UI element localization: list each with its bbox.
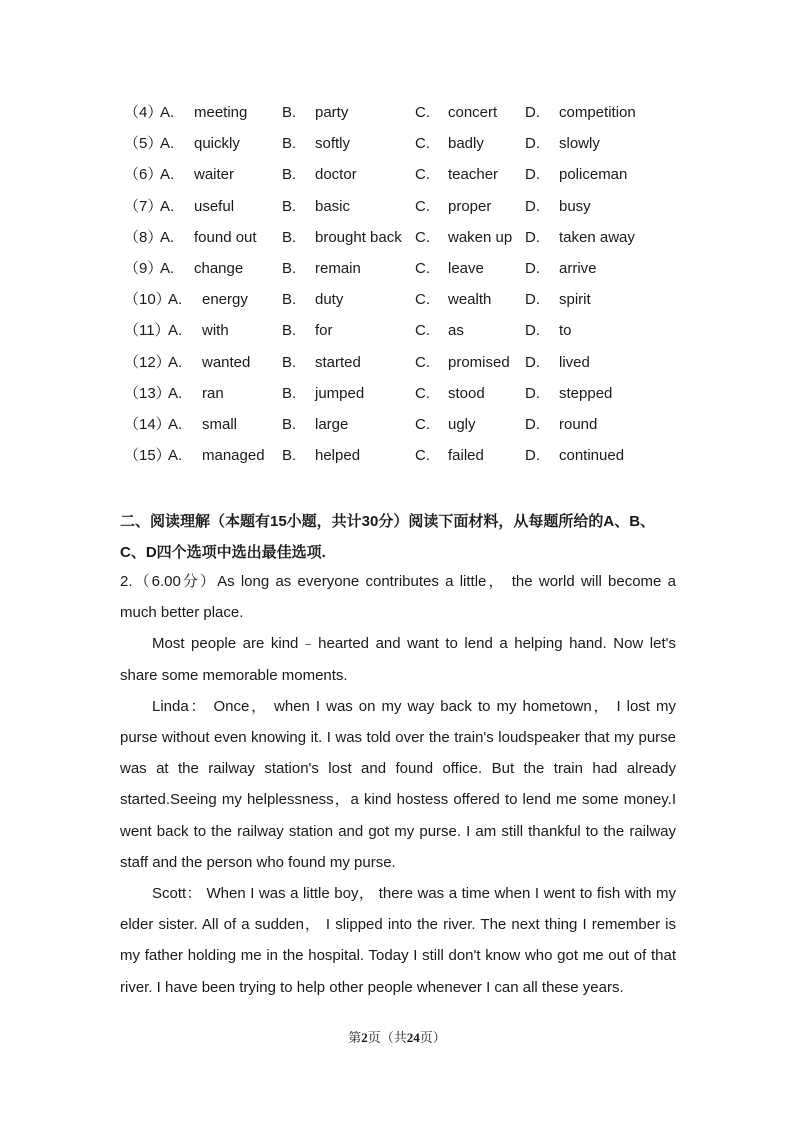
- option-a-text: ran: [202, 384, 224, 402]
- option-row: [120, 222, 680, 253]
- option-b-text: large: [315, 415, 349, 433]
- option-a-letter: A.: [168, 322, 183, 340]
- option-d-letter: D.: [525, 259, 540, 277]
- option-c-text: promised: [448, 353, 510, 371]
- option-a-letter: A.: [168, 415, 183, 433]
- option-b-letter: B.: [282, 384, 297, 402]
- option-d-letter: D.: [525, 322, 540, 340]
- option-b-text: started: [315, 353, 361, 371]
- option-b-text: doctor: [315, 166, 357, 184]
- question-number: （8）: [124, 228, 163, 246]
- option-c-text: as: [448, 322, 464, 340]
- option-d-letter: D.: [525, 447, 540, 465]
- option-a-letter: A.: [160, 104, 175, 121]
- footer-middle: 页（共: [367, 1030, 407, 1045]
- option-c-text: stood: [448, 384, 485, 402]
- answer-options-list: [120, 97, 680, 471]
- footer-suffix: 页）: [419, 1030, 446, 1045]
- option-c-text: concert: [448, 104, 498, 121]
- option-c-text: failed: [448, 447, 484, 465]
- option-d-letter: D.: [525, 228, 540, 246]
- option-d-text: lived: [559, 353, 590, 371]
- option-a-text: found out: [194, 228, 257, 246]
- option-a-letter: A.: [168, 384, 183, 402]
- option-d-letter: D.: [525, 384, 540, 402]
- option-b-text: jumped: [315, 384, 365, 402]
- option-a-text: meeting: [194, 104, 248, 121]
- option-row: [120, 284, 680, 315]
- option-b-text: remain: [315, 259, 361, 277]
- option-d-text: busy: [559, 197, 591, 215]
- reading-passage: [120, 566, 676, 1003]
- question-number: （4）: [124, 104, 163, 121]
- option-b-letter: B.: [282, 259, 297, 277]
- option-b-letter: B.: [282, 353, 297, 371]
- option-b-text: softly: [315, 135, 351, 153]
- option-row: [120, 378, 680, 409]
- option-b-text: duty: [315, 291, 344, 309]
- option-c-letter: C.: [415, 228, 430, 246]
- option-row: [120, 409, 680, 440]
- option-c-letter: C.: [415, 415, 430, 433]
- option-row: [120, 315, 680, 346]
- option-d-letter: D.: [525, 104, 540, 121]
- option-b-text: helped: [315, 447, 361, 465]
- question-number: （10）: [124, 291, 171, 309]
- option-a-text: with: [202, 322, 229, 340]
- option-a-letter: A.: [160, 135, 175, 153]
- option-d-letter: D.: [525, 415, 540, 433]
- option-b-letter: B.: [282, 228, 297, 246]
- option-c-letter: C.: [415, 384, 430, 402]
- option-c-letter: C.: [415, 197, 430, 215]
- option-a-text: quickly: [194, 135, 240, 153]
- option-b-letter: B.: [282, 291, 297, 309]
- option-c-text: ugly: [448, 415, 476, 433]
- option-d-letter: D.: [525, 197, 540, 215]
- option-d-text: competition: [559, 104, 636, 121]
- option-a-letter: A.: [160, 228, 175, 246]
- option-row: [120, 128, 680, 159]
- option-a-text: useful: [194, 197, 235, 215]
- option-c-letter: C.: [415, 166, 430, 184]
- option-a-text: small: [202, 415, 238, 433]
- option-b-letter: B.: [282, 415, 297, 433]
- option-c-text: waken up: [448, 228, 513, 246]
- option-d-text: stepped: [559, 384, 613, 402]
- option-row: [120, 159, 680, 190]
- passage-paragraph: Scott： When I was a little boy， there was a time when I went to fish with my elder sister. All of a sudden， I slipped into the river. The next thing I remember is my father holding me in the hospital. Today I still don't know who got me out of that river. I have been trying to help other people whenever I can all these years.: [120, 885, 676, 996]
- option-c-text: teacher: [448, 166, 499, 184]
- footer-prefix: 第: [348, 1030, 362, 1045]
- option-b-letter: B.: [282, 197, 297, 215]
- option-b-text: brought back: [315, 228, 402, 246]
- option-a-text: energy: [202, 291, 248, 309]
- question-number: （14）: [124, 415, 171, 433]
- option-a-letter: A.: [168, 353, 183, 371]
- option-d-text: policeman: [559, 166, 628, 184]
- option-a-letter: A.: [160, 197, 175, 215]
- question-number: （11）: [124, 322, 170, 340]
- option-d-text: slowly: [559, 135, 600, 153]
- option-c-letter: C.: [415, 135, 430, 153]
- option-d-text: spirit: [559, 291, 591, 309]
- option-c-text: leave: [448, 259, 484, 277]
- option-row: [120, 191, 680, 222]
- option-c-letter: C.: [415, 104, 430, 121]
- option-d-text: continued: [559, 447, 625, 465]
- passage-paragraph: Linda： Once， when I was on my way back to my hometown， I lost my purse without even knowing it. I was told over the train's loudspeaker that my purse was at the railway station's lost and found office. But the train had already started.Seeing my helplessness，a kind hostess offered to lend me some money.I went back to the railway station and got my purse. I am still thankful to the railway staff and the person who found my purse.: [120, 697, 676, 871]
- option-a-text: change: [194, 259, 244, 277]
- option-c-letter: C.: [415, 259, 430, 277]
- section-heading: 二、阅读理解（本题有15小题，共计30分）阅读下面材料，从每题所给的A、B、C、D四个选项中选出最佳选项.: [120, 513, 656, 561]
- option-a-text: waiter: [194, 166, 235, 184]
- option-a-text: wanted: [202, 353, 251, 371]
- option-row: [120, 97, 680, 128]
- option-c-letter: C.: [415, 291, 430, 309]
- option-d-letter: D.: [525, 135, 540, 153]
- option-a-letter: A.: [168, 447, 183, 465]
- option-c-letter: C.: [415, 353, 430, 371]
- question-number: （9）: [124, 259, 163, 277]
- option-c-letter: C.: [415, 322, 430, 340]
- option-b-text: for: [315, 322, 333, 340]
- page-footer: [0, 1027, 794, 1046]
- option-d-text: arrive: [559, 259, 597, 277]
- footer-total-pages: 24: [406, 1030, 420, 1045]
- option-c-text: proper: [448, 197, 492, 215]
- question-label: 2.（6.00分）: [120, 573, 218, 590]
- option-d-letter: D.: [525, 291, 540, 309]
- option-a-letter: A.: [160, 166, 175, 184]
- option-b-text: basic: [315, 197, 351, 215]
- option-a-letter: A.: [160, 259, 175, 277]
- passage-intro: [120, 566, 676, 628]
- option-a-text: managed: [202, 447, 265, 465]
- question-number: （7）: [124, 197, 163, 215]
- option-d-text: taken away: [559, 228, 635, 246]
- question-number: （13）: [124, 384, 171, 402]
- option-c-text: badly: [448, 135, 484, 153]
- option-row: [120, 347, 680, 378]
- option-b-letter: B.: [282, 166, 297, 184]
- option-a-letter: A.: [168, 291, 183, 309]
- option-b-letter: B.: [282, 322, 297, 340]
- option-b-letter: B.: [282, 104, 297, 121]
- option-d-text: round: [559, 415, 598, 433]
- option-row: [120, 253, 680, 284]
- option-d-letter: D.: [525, 166, 540, 184]
- question-number: （15）: [124, 447, 171, 465]
- question-number: （12）: [124, 353, 171, 371]
- option-c-letter: C.: [415, 447, 430, 465]
- option-b-letter: B.: [282, 447, 297, 465]
- option-d-text: to: [559, 322, 572, 340]
- option-c-text: wealth: [448, 291, 492, 309]
- option-row: [120, 440, 680, 471]
- option-d-letter: D.: [525, 353, 540, 371]
- option-b-text: party: [315, 104, 349, 121]
- footer-page-number: 2: [361, 1030, 368, 1045]
- question-number: （5）: [124, 135, 163, 153]
- passage-paragraph: Most people are kind﹣hearted and want to lend a helping hand. Now let's share some memorable moments.: [120, 635, 676, 684]
- question-number: （6）: [124, 166, 163, 184]
- passage-title-line: As long as everyone contributes a little， the world will become a much better place.: [120, 573, 676, 622]
- option-b-letter: B.: [282, 135, 297, 153]
